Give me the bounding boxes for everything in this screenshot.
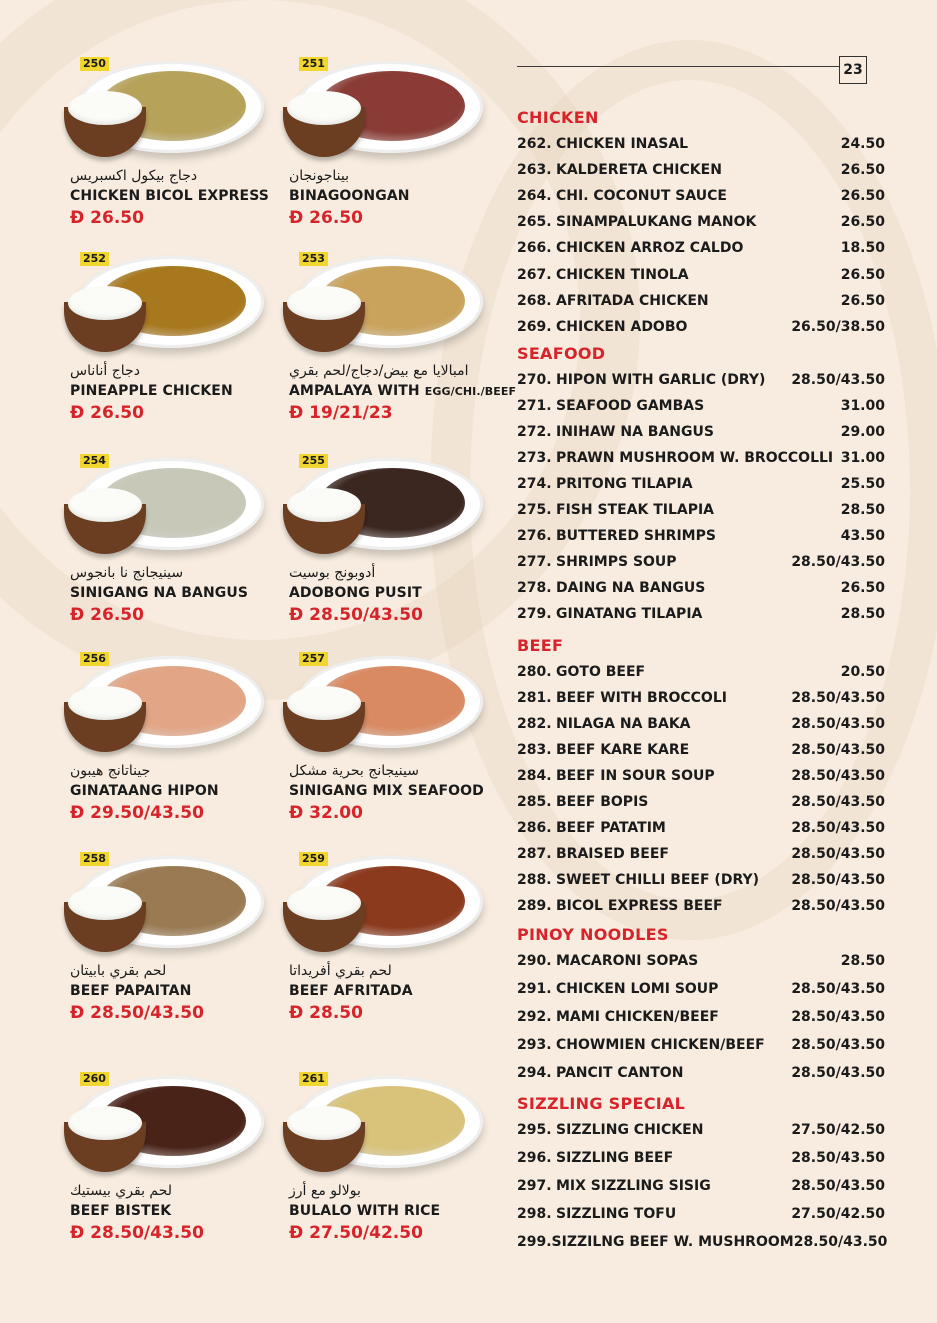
menu-item-name: KALDERETA CHICKEN: [556, 162, 722, 179]
menu-item[interactable]: [517, 475, 885, 493]
dish-price: Đ 28.50: [289, 1003, 363, 1023]
menu-item-number: 284.: [517, 768, 552, 784]
menu-item-number: 283.: [517, 742, 552, 758]
dish-name-small: EGG/CHI./BEEF: [424, 385, 517, 398]
menu-item-number: 272.: [517, 424, 552, 440]
menu-item-price: 27.50/42.50: [791, 1122, 885, 1138]
dish-number-badge: 256: [80, 652, 109, 666]
dish-name-main: BINAGOONGAN: [289, 188, 410, 204]
menu-item-price: 28.50/43.50: [791, 981, 885, 997]
dish-arabic-name: بولالو مع أرز: [289, 1183, 361, 1199]
menu-item-price: 28.50/43.50: [791, 794, 885, 810]
menu-item-number: 278.: [517, 580, 552, 596]
dish-price: Đ 28.50/43.50: [70, 1003, 204, 1023]
menu-item[interactable]: [517, 663, 885, 681]
menu-item-price: 26.50: [840, 188, 885, 205]
dish-price: Đ 26.50: [70, 605, 144, 625]
dish-name-main: BEEF AFRITADA: [289, 983, 413, 999]
dish-name: [289, 383, 517, 400]
dish-price: Đ 28.50/43.50: [70, 1223, 204, 1243]
menu-item-name: GINATANG TILAPIA: [556, 606, 703, 622]
menu-item-price: 31.00: [840, 398, 885, 414]
dish-name-main: BULALO WITH RICE: [289, 1203, 441, 1219]
menu-item[interactable]: [517, 952, 885, 970]
menu-item-number: 293.: [517, 1037, 552, 1053]
section-title: BEEF: [517, 636, 564, 655]
menu-item-number: 295.: [517, 1122, 552, 1138]
dish-number-badge: 251: [299, 57, 328, 71]
menu-item[interactable]: [517, 579, 885, 597]
menu-item-price: 28.50/43.50: [791, 846, 885, 862]
rice: [287, 1106, 361, 1140]
menu-item-price: 28.50: [840, 502, 885, 518]
menu-item-price: 28.50/43.50: [791, 1009, 885, 1025]
menu-item-name: CHOWMIEN CHICKEN/BEEF: [556, 1037, 765, 1053]
menu-item-price: 28.50/43.50: [793, 1234, 888, 1250]
menu-item[interactable]: [517, 1205, 885, 1223]
dish-arabic-name: امبالايا مع بيض/دجاج/لحم بقري: [289, 363, 469, 379]
dish-arabic-name: لحم بقري بابيتان: [70, 963, 167, 979]
menu-item-name: INIHAW NA BANGUS: [556, 424, 714, 440]
dish-arabic-name: لحم بقري أفريداتا: [289, 963, 392, 979]
menu-item-number: 276.: [517, 528, 552, 544]
menu-item-name: BUTTERED SHRIMPS: [556, 528, 716, 544]
menu-item-name: MAMI CHICKEN/BEEF: [556, 1009, 719, 1025]
dish-photo: [289, 452, 484, 560]
dish-number-badge: 258: [80, 852, 109, 866]
dish-name-main: AMPALAYA WITH: [289, 383, 425, 399]
menu-item-number: 277.: [517, 554, 552, 570]
dish-price: Đ 19/21/23: [289, 403, 393, 423]
menu-item[interactable]: [517, 605, 885, 623]
menu-item-name: SIZZLING BEEF: [556, 1150, 674, 1166]
menu-item-price: 28.50/43.50: [791, 1178, 885, 1194]
dish-name-main: PINEAPPLE CHICKEN: [70, 383, 233, 399]
dish-name: [289, 1203, 504, 1220]
menu-item-price: 28.50: [840, 606, 885, 622]
menu-item[interactable]: [517, 1008, 885, 1026]
dish-name: [289, 188, 504, 205]
menu-item-number: 264.: [517, 188, 552, 205]
menu-item-price: 28.50/43.50: [791, 690, 885, 706]
menu-item[interactable]: [517, 397, 885, 415]
menu-item-number: 296.: [517, 1150, 552, 1166]
dish-name: [70, 585, 285, 602]
rice: [287, 886, 361, 920]
menu-item-price: 28.50/43.50: [791, 742, 885, 758]
menu-item-price: 26.50/38.50: [791, 318, 885, 335]
menu-item-price: 31.00: [840, 450, 885, 466]
menu-item-number: 289.: [517, 898, 552, 914]
menu-item-name: GOTO BEEF: [556, 664, 646, 680]
menu-item-number: 266.: [517, 240, 552, 257]
menu-item[interactable]: [517, 161, 885, 179]
dish-arabic-name: سينيجانج نا بانجوس: [70, 565, 184, 581]
dish-name-main: ADOBONG PUSIT: [289, 585, 422, 601]
section-title: SEAFOOD: [517, 344, 606, 363]
menu-item-number: 262.: [517, 136, 552, 152]
menu-item-name: SINAMPALUKANG MANOK: [556, 214, 757, 231]
menu-item-name: SIZZLING TOFU: [556, 1206, 677, 1222]
dish-photo: [70, 650, 265, 758]
dish-name: [70, 1203, 285, 1220]
menu-item-price: 26.50: [840, 580, 885, 596]
dish-number-badge: 259: [299, 852, 328, 866]
dish-arabic-name: أدوبونج بوسيت: [289, 565, 376, 581]
dish-name-main: BEEF BISTEK: [70, 1203, 172, 1219]
dish-arabic-name: جيناتانج هيبون: [70, 763, 151, 779]
menu-item-number: 298.: [517, 1206, 552, 1222]
section-title: CHICKEN: [517, 108, 599, 127]
menu-item-name: AFRITADA CHICKEN: [556, 292, 709, 309]
dish-name-main: SINIGANG NA BANGUS: [70, 585, 249, 601]
menu-item-price: 28.50/43.50: [791, 372, 885, 388]
rice: [287, 686, 361, 720]
menu-item-price: 25.50: [840, 476, 885, 492]
dish-number-badge: 261: [299, 1072, 328, 1086]
menu-item[interactable]: [517, 1121, 885, 1139]
menu-item[interactable]: [517, 371, 885, 389]
menu-item[interactable]: [517, 527, 885, 545]
dish-name-main: GINATAANG HIPON: [70, 783, 219, 799]
menu-item-number: 299.: [517, 1234, 552, 1250]
menu-item[interactable]: [517, 239, 885, 257]
dish-name: [70, 983, 285, 1000]
dish-photo: [289, 55, 484, 163]
menu-item-price: 28.50/43.50: [791, 1037, 885, 1053]
dish-arabic-name: دجاج أناناس: [70, 363, 140, 379]
rice: [287, 91, 361, 125]
menu-item-number: 294.: [517, 1065, 552, 1081]
menu-item[interactable]: [517, 1064, 885, 1082]
menu-item[interactable]: [517, 845, 885, 863]
menu-item[interactable]: [517, 187, 885, 205]
rice: [287, 488, 361, 522]
menu-item-price: 18.50: [840, 240, 885, 257]
dish-number-badge: 255: [299, 454, 328, 468]
menu-item-name: FISH STEAK TILAPIA: [556, 502, 715, 518]
rice: [68, 686, 142, 720]
dish-price: Đ 32.00: [289, 803, 363, 823]
dish-photo: [289, 850, 484, 958]
menu-item-price: 28.50: [840, 953, 885, 969]
menu-item-price: 24.50: [840, 136, 885, 152]
dish-name: [289, 783, 504, 800]
menu-item[interactable]: [517, 423, 885, 441]
menu-item-number: 273.: [517, 450, 552, 466]
menu-item-name: BEEF BOPIS: [556, 794, 649, 810]
menu-item-price: 28.50/43.50: [791, 554, 885, 570]
menu-item[interactable]: [517, 767, 885, 785]
menu-item-price: 20.50: [840, 664, 885, 680]
dish-photo: [70, 250, 265, 358]
section-title: PINOY NOODLES: [517, 925, 669, 944]
menu-item-number: 267.: [517, 266, 552, 283]
dish-name-main: SINIGANG MIX SEAFOOD: [289, 783, 484, 799]
menu-item-price: 28.50/43.50: [791, 820, 885, 836]
menu-item-number: 288.: [517, 872, 552, 888]
menu-item-number: 297.: [517, 1178, 552, 1194]
menu-item[interactable]: [517, 1036, 885, 1054]
dish-number-badge: 250: [80, 57, 109, 71]
menu-item-number: 279.: [517, 606, 552, 622]
rice: [68, 1106, 142, 1140]
menu-item-name: SEAFOOD GAMBAS: [556, 398, 705, 414]
menu-item[interactable]: [517, 1149, 885, 1167]
rice: [68, 488, 142, 522]
menu-item-name: PANCIT CANTON: [556, 1065, 684, 1081]
menu-item[interactable]: [517, 213, 885, 231]
dish-price: Đ 26.50: [289, 208, 363, 228]
rice: [68, 91, 142, 125]
rice: [68, 886, 142, 920]
menu-item-name: BEEF IN SOUR SOUP: [556, 768, 715, 784]
menu-item-price: 28.50/43.50: [791, 1065, 885, 1081]
menu-item-number: 270.: [517, 372, 552, 388]
menu-item-price: 29.00: [840, 424, 885, 440]
dish-photo: [70, 55, 265, 163]
menu-item[interactable]: [517, 292, 885, 310]
menu-item-number: 286.: [517, 820, 552, 836]
menu-item-name: BEEF KARE KARE: [556, 742, 690, 758]
menu-item-name: BEEF PATATIM: [556, 820, 666, 836]
menu-item-name: CHI. COCONUT SAUCE: [556, 188, 727, 205]
menu-item[interactable]: [517, 793, 885, 811]
menu-item-number: 269.: [517, 318, 552, 335]
menu-item-name: MACARONI SOPAS: [556, 953, 699, 969]
menu-item-price: 28.50/43.50: [791, 872, 885, 888]
menu-item-name: CHICKEN ADOBO: [556, 318, 688, 335]
menu-item[interactable]: [517, 1177, 885, 1195]
rice: [287, 286, 361, 320]
menu-item-number: 292.: [517, 1009, 552, 1025]
menu-item[interactable]: [517, 135, 885, 153]
menu-item-price: 28.50/43.50: [791, 768, 885, 784]
page-number-rule: [517, 66, 839, 67]
menu-item-name: PRITONG TILAPIA: [556, 476, 693, 492]
dish-photo: [289, 1070, 484, 1178]
dish-name: [289, 983, 504, 1000]
menu-item-price: 28.50/43.50: [791, 716, 885, 732]
dish-name: [70, 783, 285, 800]
dish-number-badge: 252: [80, 252, 109, 266]
menu-item-name: CHICKEN TINOLA: [556, 266, 689, 283]
dish-arabic-name: سينيجانج بحرية مشكل: [289, 763, 419, 779]
menu-item-number: 285.: [517, 794, 552, 810]
dish-number-badge: 254: [80, 454, 109, 468]
dish-photo: [70, 850, 265, 958]
menu-item-name: CHICKEN LOMI SOUP: [556, 981, 719, 997]
menu-item-name: SIZZLING CHICKEN: [556, 1122, 704, 1138]
dish-number-badge: 253: [299, 252, 328, 266]
dish-name: [70, 188, 285, 205]
dish-photo: [289, 250, 484, 358]
menu-item-number: 280.: [517, 664, 552, 680]
dish-name-main: CHICKEN BICOL EXPRESS: [70, 188, 269, 204]
menu-item-price: 26.50: [840, 214, 885, 231]
menu-item-name: NILAGA NA BAKA: [556, 716, 691, 732]
dish-photo: [70, 1070, 265, 1178]
menu-item-price: 28.50/43.50: [791, 1150, 885, 1166]
menu-item[interactable]: [517, 501, 885, 519]
menu-item-price: 28.50/43.50: [791, 898, 885, 914]
menu-item[interactable]: [517, 871, 885, 889]
dish-price: Đ 29.50/43.50: [70, 803, 204, 823]
menu-item-name: SIZZILNG BEEF W. MUSHROOM: [551, 1234, 794, 1250]
section-title: SIZZLING SPECIAL: [517, 1094, 686, 1113]
menu-item-name: BEEF WITH BROCCOLI: [556, 690, 727, 706]
rice: [68, 286, 142, 320]
dish-name-main: BEEF PAPAITAN: [70, 983, 192, 999]
menu-item-name: SHRIMPS SOUP: [556, 554, 677, 570]
dish-price: Đ 27.50/42.50: [289, 1223, 423, 1243]
menu-item-price: 43.50: [840, 528, 885, 544]
menu-item-name: BRAISED BEEF: [556, 846, 669, 862]
menu-item-number: 271.: [517, 398, 552, 414]
page-number: 23: [839, 56, 867, 84]
menu-item-number: 275.: [517, 502, 552, 518]
menu-item[interactable]: [517, 553, 885, 571]
menu-item-price: 26.50: [840, 162, 885, 179]
dish-number-badge: 257: [299, 652, 328, 666]
menu-item-number: 282.: [517, 716, 552, 732]
dish-number-badge: 260: [80, 1072, 109, 1086]
menu-item-price: 27.50/42.50: [791, 1206, 885, 1222]
menu-item[interactable]: [517, 897, 885, 915]
dish-name: [289, 585, 504, 602]
menu-item[interactable]: [517, 715, 885, 733]
menu-item-name: PRAWN MUSHROOM W. BROCCOLLI: [556, 450, 834, 466]
menu-item-number: 265.: [517, 214, 552, 231]
menu-item[interactable]: [517, 741, 885, 759]
menu-item-price: 26.50: [840, 266, 885, 283]
menu-item-number: 290.: [517, 953, 552, 969]
menu-item-name: CHICKEN INASAL: [556, 136, 689, 152]
menu-item-name: SWEET CHILLI BEEF (DRY): [556, 872, 760, 888]
dish-name: [70, 383, 285, 400]
dish-price: Đ 26.50: [70, 403, 144, 423]
menu-item-name: DAING NA BANGUS: [556, 580, 706, 596]
menu-item[interactable]: [517, 266, 885, 284]
dish-arabic-name: دجاج بيكول اكسبريس: [70, 168, 198, 184]
dish-photo: [70, 452, 265, 560]
menu-item-number: 287.: [517, 846, 552, 862]
dish-arabic-name: بيناجونجان: [289, 168, 349, 184]
menu-item-number: 281.: [517, 690, 552, 706]
dish-photo: [289, 650, 484, 758]
menu-item[interactable]: [517, 980, 885, 998]
menu-item-number: 274.: [517, 476, 552, 492]
dish-price: Đ 26.50: [70, 208, 144, 228]
menu-item-name: MIX SIZZLING SISIG: [556, 1178, 711, 1194]
menu-item-name: HIPON WITH GARLIC (DRY): [556, 372, 766, 388]
menu-item-number: 291.: [517, 981, 552, 997]
menu-item[interactable]: [517, 689, 885, 707]
dish-arabic-name: لحم بقري بيستيك: [70, 1183, 173, 1199]
menu-item-number: 263.: [517, 162, 552, 179]
menu-item[interactable]: [517, 819, 885, 837]
menu-item-name: BICOL EXPRESS BEEF: [556, 898, 723, 914]
dish-price: Đ 28.50/43.50: [289, 605, 423, 625]
menu-item[interactable]: [517, 318, 885, 336]
menu-item-name: CHICKEN ARROZ CALDO: [556, 240, 744, 257]
menu-item-number: 268.: [517, 292, 552, 309]
menu-item[interactable]: [517, 1233, 888, 1251]
menu-item[interactable]: [517, 449, 885, 467]
menu-item-price: 26.50: [840, 292, 885, 309]
